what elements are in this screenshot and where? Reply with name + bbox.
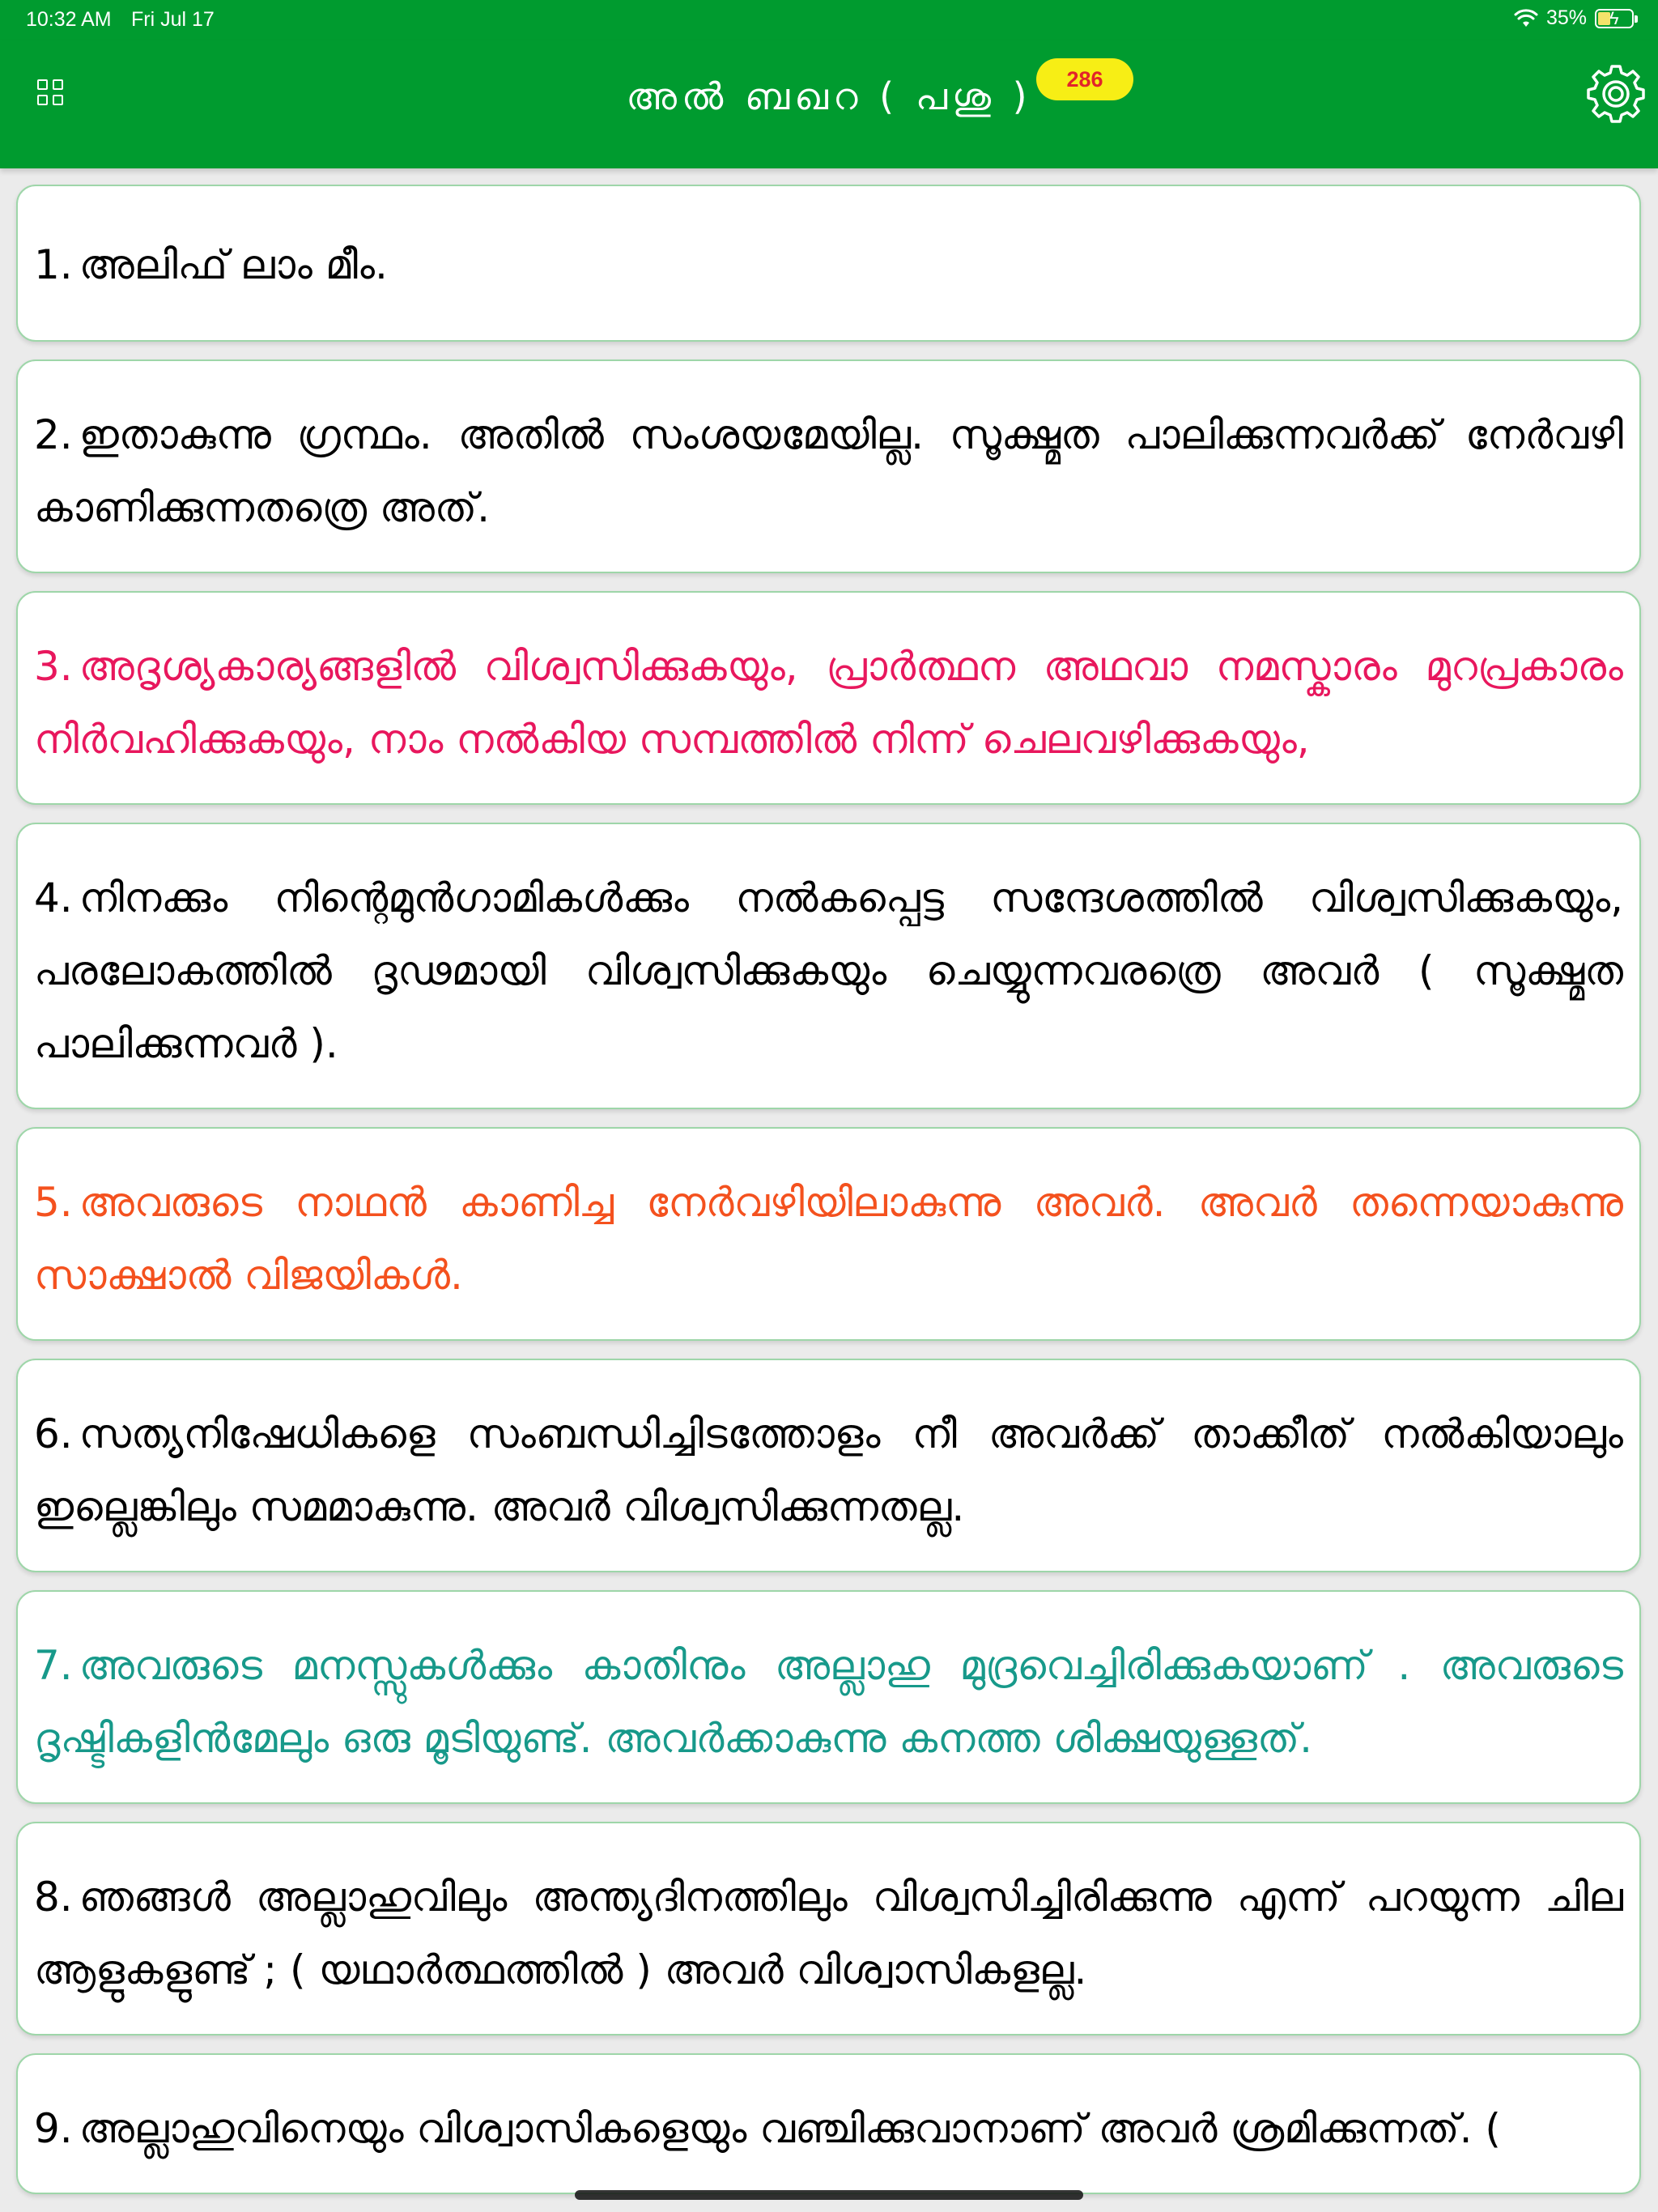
ayah-card[interactable]: [16, 359, 1641, 573]
ayah-card[interactable]: [16, 185, 1641, 342]
ayah-text: അവരുടെ നാഥൻ കാണിച്ച നേർവഴിയിലാകുന്നു അവർ. അവർ തന്നെയാകുന്നു സാക്ഷാൽ വിജയികൾ.: [34, 1179, 1623, 1299]
page-title: അൽ ബഖറ ( പശു ): [626, 74, 1032, 118]
ayah-number: 4.: [34, 874, 73, 921]
ayah-card[interactable]: [16, 1822, 1641, 2035]
ayah-card[interactable]: [16, 1359, 1641, 1572]
ayah-number: 1.: [34, 241, 73, 288]
ayah-number: 5.: [34, 1179, 73, 1226]
ayah-text: അദൃശ്യകാര്യങ്ങളിൽ വിശ്വസിക്കുകയും, പ്രാർത്ഥന അഥവാ നമസ്കാരം മുറപ്രകാരം നിർവഹിക്കുകയും, നാം നൽകിയ സമ്പത്തിൽ നിന്ന് ചെലവഴിക്കുകയും,: [34, 643, 1623, 763]
ayah-text: ഞങ്ങൾ അല്ലാഹുവിലും അന്ത്യദിനത്തിലും വിശ്വസിച്ചിരിക്കുന്നു എന്ന് പറയുന്ന ചില ആളുകളുണ്ട് ; ( യഥാർത്ഥത്തിൽ ) അവർ വിശ്വാസികളല്ല.: [34, 1874, 1623, 1993]
wifi-icon: [1514, 9, 1538, 28]
ayah-text: ഇതാകുന്നു ഗ്രന്ഥം. അതിൽ സംശയമേയില്ല. സൂക്ഷ്മത പാലിക്കുന്നവർക്ക് നേർവഴി കാണിക്കുന്നതത്രെ അത്.: [34, 411, 1623, 531]
ayah-number: 8.: [34, 1874, 73, 1921]
ayah-text: അല്ലാഹുവിനെയും വിശ്വാസികളെയും വഞ്ചിക്കുവാനാണ് അവർ ശ്രമിക്കുന്നത്. (: [79, 2105, 1501, 2152]
status-right: [1514, 6, 1634, 30]
battery-percent: 35%: [1545, 6, 1587, 29]
ayah-number: 9.: [34, 2105, 73, 2152]
battery-icon: ϟ: [1595, 9, 1634, 28]
ayah-list: [16, 185, 1641, 2212]
ayah-count-badge: 286: [1036, 58, 1133, 100]
status-bar: [0, 0, 1658, 40]
ayah-number: 6.: [34, 1410, 73, 1457]
ayah-number: 2.: [34, 411, 73, 458]
gear-icon[interactable]: [1582, 60, 1650, 128]
nav-bar: [0, 40, 1658, 168]
ayah-card[interactable]: [16, 591, 1641, 805]
ayah-card[interactable]: [16, 2053, 1641, 2194]
ayah-text: സത്യനിഷേധികളെ സംബന്ധിച്ചിടത്തോളം നീ അവർക്ക് താക്കീത് നൽകിയാലും ഇല്ലെങ്കിലും സമമാകുന്നു. അവർ വിശ്വസിക്കുന്നതല്ല.: [34, 1410, 1623, 1530]
ayah-card[interactable]: [16, 1127, 1641, 1341]
ayah-number: 3.: [34, 643, 73, 690]
ayah-text: അവരുടെ മനസ്സുകൾക്കും കാതിനും അല്ലാഹു മുദ്രവെച്ചിരിക്കുകയാണ് . അവരുടെ ദൃഷ്ടികളിൻമേലും ഒരു മൂടിയുണ്ട്. അവർക്കാകുന്നു കനത്ത ശിക്ഷയുള്ളത്.: [34, 1642, 1623, 1762]
ayah-card[interactable]: [16, 823, 1641, 1109]
ayah-number: 7.: [34, 1642, 73, 1689]
home-indicator: [575, 2190, 1083, 2200]
status-time: 10:32 AM: [26, 8, 112, 31]
ayah-card[interactable]: [16, 1590, 1641, 1804]
status-date: Fri Jul 17: [131, 8, 215, 31]
ayah-text: നിനക്കും നിന്റെമുൻഗാമികൾക്കും നൽകപ്പെട്ട സന്ദേശത്തിൽ വിശ്വസിക്കുകയും, പരലോകത്തിൽ ദൃഢമായി വിശ്വസിക്കുകയും ചെയ്യുന്നവരത്രെ അവർ ( സൂക്ഷ്മത പാലിക്കുന്നവർ ).: [34, 874, 1623, 1067]
ayah-text: അലിഫ് ലാം മീം.: [79, 241, 388, 288]
